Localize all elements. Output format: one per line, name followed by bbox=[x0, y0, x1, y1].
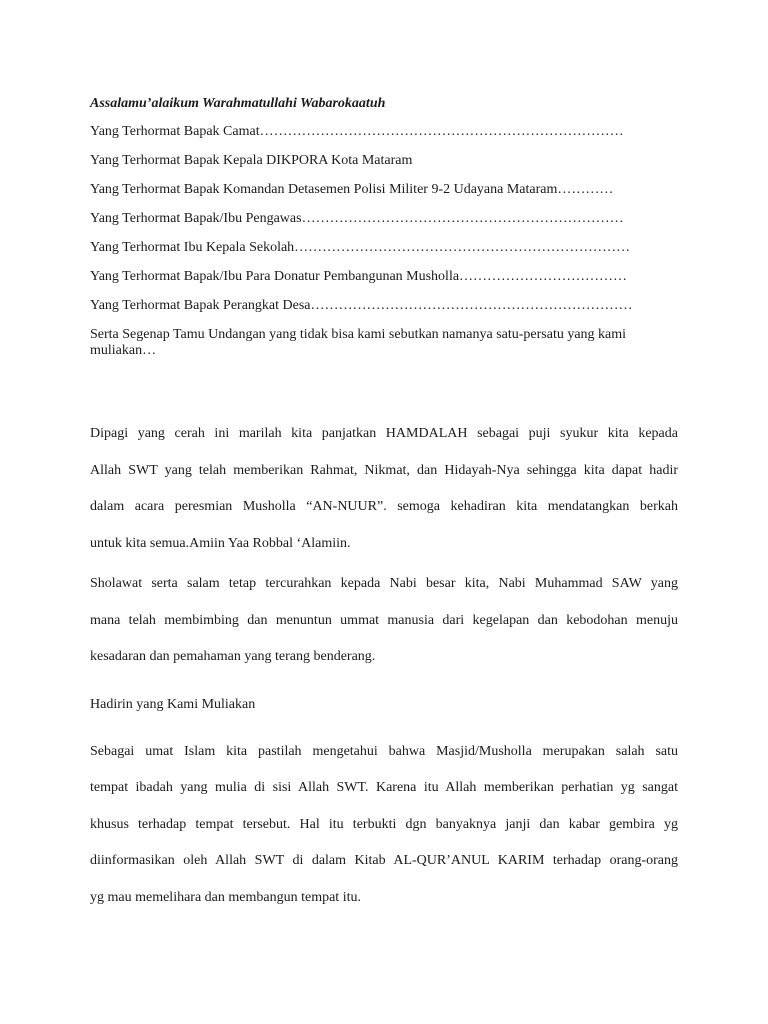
addressee-list bbox=[90, 124, 678, 359]
paragraph-masjid bbox=[90, 734, 678, 917]
paragraph-hamdalah bbox=[90, 416, 678, 562]
paragraph-line: Dipagi yang cerah ini marilah kita panjatkan HAMDALAH sebagai puji syukur kita kepada bbox=[90, 426, 678, 441]
paragraph-line: yg mau memelihara dan membangun tempat itu. bbox=[90, 889, 361, 905]
paragraph-sholawat bbox=[90, 566, 678, 676]
paragraph-line: untuk kita semua.Amiin Yaa Robbal ‘Alamiin. bbox=[90, 535, 351, 551]
addressee-denpom: Yang Terhormat Bapak Komandan Detasemen Polisi Militer 9-2 Udayana Mataram………… bbox=[90, 182, 614, 197]
paragraph-line: dalam acara peresmian Musholla “AN-NUUR”. semoga kehadiran kita mendatangkan berkah bbox=[90, 499, 678, 514]
addressee-camat: Yang Terhormat Bapak Camat…………………………………………………………………… bbox=[90, 124, 624, 139]
document-page bbox=[90, 96, 678, 916]
paragraph-line: diinformasikan oleh Allah SWT di dalam Kitab AL-QUR’ANUL KARIM terhadap orang-orang bbox=[90, 853, 678, 868]
addressee-tamu-undangan: Serta Segenap Tamu Undangan yang tidak bisa kami sebutkan namanya satu-persatu yang kami muliakan… bbox=[90, 327, 627, 358]
paragraph-line: tempat ibadah yang mulia di sisi Allah SWT. Karena itu Allah memberikan perhatian yg sangat bbox=[90, 780, 678, 795]
addressee-pengawas: Yang Terhormat Bapak/Ibu Pengawas…………………………………………………………… bbox=[90, 211, 624, 226]
paragraph-line: Sebagai umat Islam kita pastilah mengetahui bahwa Masjid/Musholla merupakan salah satu bbox=[90, 743, 678, 759]
addressee-donatur: Yang Terhormat Bapak/Ibu Para Donatur Pembangunan Musholla……………………………… bbox=[90, 269, 628, 284]
paragraph-line: mana telah membimbing dan menuntun ummat manusia dari kegelapan dan kebodohan menuju bbox=[90, 612, 678, 628]
paragraph-line: khusus terhadap tempat tersebut. Hal itu terbukti dgn banyaknya janji dan kabar gembira yg bbox=[90, 816, 678, 832]
addressee-dikpora: Yang Terhormat Bapak Kepala DIKPORA Kota Mataram bbox=[90, 153, 413, 168]
paragraph-line: Sholawat serta salam tetap tercurahkan kepada Nabi besar kita, Nabi Muhammad SAW yang bbox=[90, 576, 678, 591]
section-heading: Hadirin yang Kami Muliakan bbox=[90, 696, 256, 712]
addressee-perangkat-desa: Yang Terhormat Bapak Perangkat Desa…………………………………………………………… bbox=[90, 298, 633, 313]
paragraph-line: kesadaran dan pemahaman yang terang benderang. bbox=[90, 649, 376, 664]
addressee-kepala-sekolah: Yang Terhormat Ibu Kepala Sekolah……………………………………………………………… bbox=[90, 240, 631, 255]
paragraph-line: Allah SWT yang telah memberikan Rahmat, Nikmat, dan Hidayah-Nya sehingga kita dapat hadir bbox=[90, 462, 678, 478]
greeting-title: Assalamu’alaikum Warahmatullahi Wabarokaatuh bbox=[90, 96, 386, 111]
